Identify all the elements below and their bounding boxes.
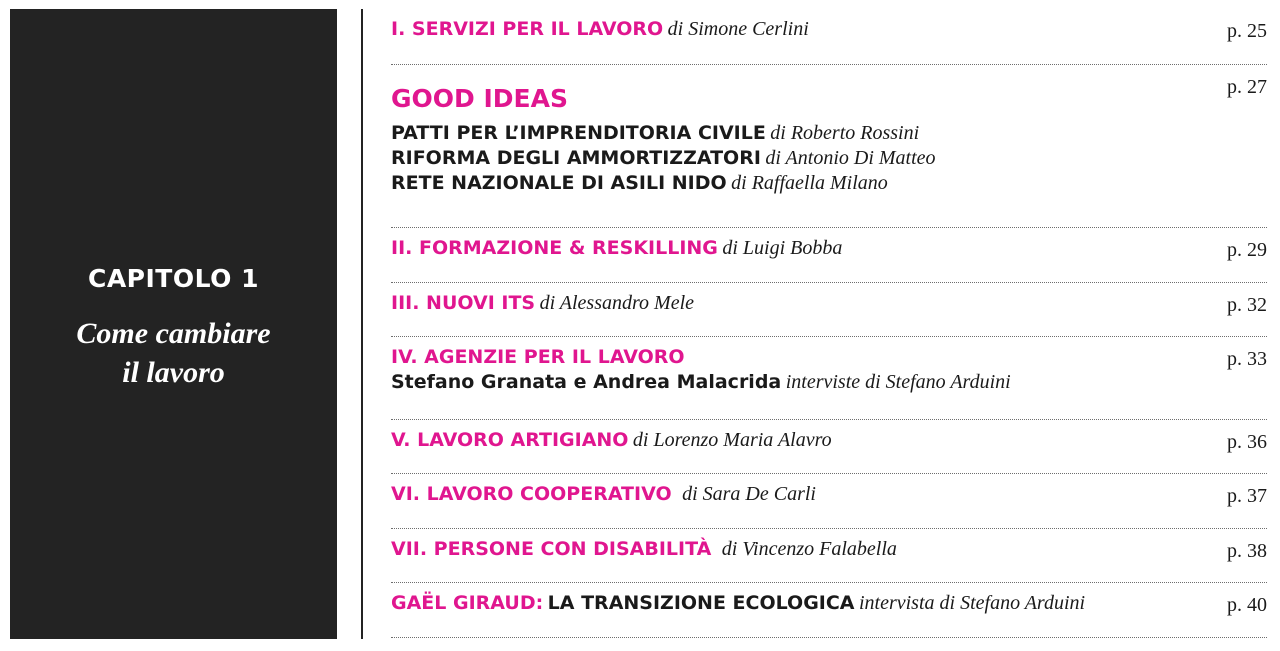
page-number: p. 25 xyxy=(1227,20,1267,42)
dotted-separator xyxy=(391,336,1267,337)
section-title: III. NUOVI ITS xyxy=(391,292,536,314)
author: di Simone Cerlini xyxy=(667,18,809,40)
toc-entry[interactable] xyxy=(391,346,1267,394)
page-number: p. 27 xyxy=(1227,76,1267,98)
vertical-divider xyxy=(361,9,363,639)
chapter-title xyxy=(10,314,337,392)
toc-entry[interactable] xyxy=(391,18,1267,41)
page-number: p. 29 xyxy=(1227,239,1267,261)
table-of-contents xyxy=(391,0,1267,651)
entry-title: LA TRANSIZIONE ECOLOGICA xyxy=(547,592,855,614)
toc-entry[interactable] xyxy=(391,237,1267,260)
page-number: p. 38 xyxy=(1227,540,1267,562)
dotted-separator xyxy=(391,282,1267,283)
dotted-separator xyxy=(391,473,1267,474)
author: di Vincenzo Falabella xyxy=(721,538,897,560)
sub-item-title: RIFORMA DEGLI AMMORTIZZATORI xyxy=(391,147,761,169)
section-title: I. SERVIZI PER IL LAVORO xyxy=(391,18,664,40)
author: interviste di Stefano Arduini xyxy=(785,371,1011,393)
author: di Sara De Carli xyxy=(682,483,816,505)
author: di Raffaella Milano xyxy=(731,172,888,194)
sub-item xyxy=(391,122,1267,145)
section-title: GOOD IDEAS xyxy=(391,84,568,113)
subtitle: Stefano Granata e Andrea Malacrida xyxy=(391,371,782,393)
chapter-title-line: Come cambiare xyxy=(76,317,271,350)
page-number: p. 37 xyxy=(1227,485,1267,507)
dotted-separator xyxy=(391,637,1267,638)
sub-item-title: RETE NAZIONALE DI ASILI NIDO xyxy=(391,172,727,194)
page-number: p. 32 xyxy=(1227,294,1267,316)
toc-entry[interactable] xyxy=(391,538,1267,561)
dotted-separator xyxy=(391,528,1267,529)
chapter-title-line: il lavoro xyxy=(122,356,225,389)
author: di Roberto Rossini xyxy=(770,122,920,144)
page-number: p. 40 xyxy=(1227,594,1267,616)
author: di Lorenzo Maria Alavro xyxy=(632,429,832,451)
section-title: GAËL GIRAUD: xyxy=(391,592,544,614)
page-number: p. 33 xyxy=(1227,348,1267,370)
dotted-separator xyxy=(391,227,1267,228)
dotted-separator xyxy=(391,582,1267,583)
toc-entry[interactable] xyxy=(391,76,1267,195)
toc-entry[interactable] xyxy=(391,429,1267,452)
author: di Alessandro Mele xyxy=(539,292,695,314)
toc-entry[interactable] xyxy=(391,483,1267,506)
author: di Antonio Di Matteo xyxy=(765,147,936,169)
dotted-separator xyxy=(391,64,1267,65)
sub-item xyxy=(391,147,1267,170)
toc-entry[interactable] xyxy=(391,292,1267,315)
page-number: p. 36 xyxy=(1227,431,1267,453)
section-title: VI. LAVORO COOPERATIVO xyxy=(391,483,672,505)
toc-entry[interactable] xyxy=(391,592,1267,615)
section-title: VII. PERSONE CON DISABILITÀ xyxy=(391,538,712,560)
sub-item-title: PATTI PER L’IMPRENDITORIA CIVILE xyxy=(391,122,766,144)
author: di Luigi Bobba xyxy=(722,237,843,259)
author: intervista di Stefano Arduini xyxy=(858,592,1086,614)
section-title: II. FORMAZIONE & RESKILLING xyxy=(391,237,718,259)
section-title: IV. AGENZIE PER IL LAVORO xyxy=(391,346,685,368)
sub-item xyxy=(391,172,1267,195)
chapter-panel xyxy=(10,9,337,639)
section-title: V. LAVORO ARTIGIANO xyxy=(391,429,629,451)
chapter-label: CAPITOLO 1 xyxy=(87,264,259,293)
dotted-separator xyxy=(391,419,1267,420)
